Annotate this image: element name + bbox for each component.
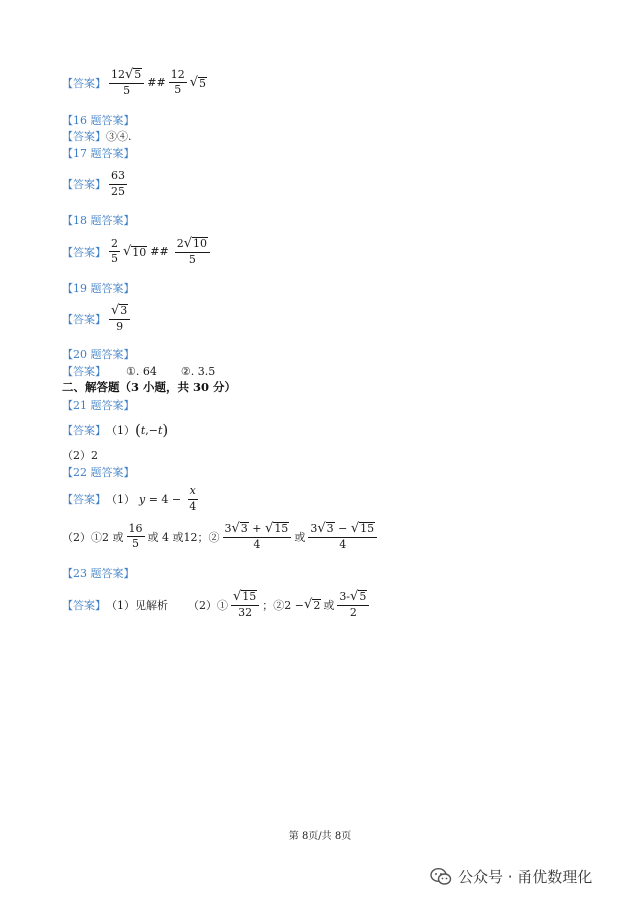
text: 或 — [323, 598, 335, 612]
paren: ) — [162, 421, 169, 439]
fraction: √ 15 32 — [231, 590, 259, 619]
answer-part-2: ②. 3.5 — [180, 365, 216, 378]
header-18: 【18 题答案】 — [62, 214, 135, 227]
separator: ## — [147, 76, 166, 90]
header-23: 【23 题答案】 — [62, 567, 135, 580]
section-heading: 二、解答题（3 小题，共 30 分） — [62, 380, 237, 394]
var-t: t — [140, 423, 146, 437]
answer-20 — [62, 363, 215, 379]
fraction: $\frac{2}{5}$ — [111, 236, 118, 266]
part-label: （2）① — [188, 598, 228, 612]
fraction: 3- √ 5 2 — [337, 590, 369, 619]
answer-text: ③④. — [106, 130, 132, 143]
answer-tag: 【答案】 — [62, 130, 106, 143]
watermark-text: 公众号 · 甬优数理化 — [458, 868, 593, 886]
radical: √ 10 — [123, 244, 147, 260]
header-19: 【19 题答案】 — [62, 282, 135, 295]
separator: ## — [150, 245, 169, 259]
text: 或 — [294, 530, 306, 544]
fraction: 2 √ 10 5 — [175, 237, 210, 266]
answer-18 — [62, 237, 213, 266]
answer-tag: 【答案】 — [62, 76, 106, 90]
radical: √ 2 — [304, 597, 321, 613]
fraction: 3 √ 3 − √ 15 4 — [308, 522, 377, 551]
header-16: 【16 题答案】 — [62, 114, 135, 127]
wechat-icon — [430, 867, 452, 887]
fraction: √ 3 9 — [109, 304, 130, 333]
answer-22-part-2 — [62, 522, 380, 551]
answer-tag: 【答案】 — [62, 424, 106, 437]
var-neg-t: −t — [148, 423, 163, 437]
part-label: （1） — [106, 424, 135, 437]
header-17: 【17 题答案】 — [62, 147, 135, 160]
answer-tag: 【答案】 — [62, 598, 106, 612]
paren: ( — [135, 421, 141, 439]
answer-tag: 【答案】 — [62, 178, 106, 192]
answer-15 — [62, 68, 207, 97]
fraction: $\frac{16}{5}$ — [128, 521, 143, 551]
fraction: $\frac{x}{4}$ — [189, 484, 197, 513]
answer-21-part-1 — [62, 421, 168, 439]
answer-tag: 【答案】 — [62, 493, 106, 507]
var-y: y — [139, 492, 146, 506]
answer-16 — [62, 128, 132, 144]
page-footer: 第 8页/共 8页 — [288, 831, 352, 842]
answer-tag: 【答案】 — [62, 312, 106, 326]
fraction: $\frac{63}{25}$ — [111, 169, 125, 198]
answer-22-part-1 — [62, 485, 201, 513]
text: ；②2 − — [262, 598, 305, 612]
fraction: 3 √ 3 + √ 15 4 — [223, 522, 292, 551]
answer-tag: 【答案】 — [62, 245, 106, 259]
answer-tag: 【答案】 — [62, 365, 106, 378]
header-22: 【22 题答案】 — [62, 466, 135, 479]
answer-19 — [62, 304, 133, 333]
answer-part-1: ①. 64 — [126, 365, 157, 378]
answer-23 — [62, 590, 372, 619]
part-label: （1） — [106, 493, 135, 507]
part-label: （2）①2 或 — [62, 530, 124, 544]
equals: = 4 − — [145, 492, 185, 506]
fraction: 12 √ 5 5 — [109, 68, 144, 97]
answer-part-1: （1）见解析 — [106, 598, 168, 612]
comma: , — [145, 423, 149, 437]
answer-21-part-2: （2）2 — [62, 449, 98, 462]
answer-17 — [62, 170, 130, 198]
header-21: 【21 题答案】 — [62, 399, 135, 412]
radical: √ 5 — [189, 75, 207, 91]
header-20: 【20 题答案】 — [62, 348, 135, 361]
fraction: $\frac{12}{5}$ — [170, 67, 185, 97]
text: 或 4 或12；② — [147, 530, 220, 544]
watermark — [430, 866, 592, 887]
